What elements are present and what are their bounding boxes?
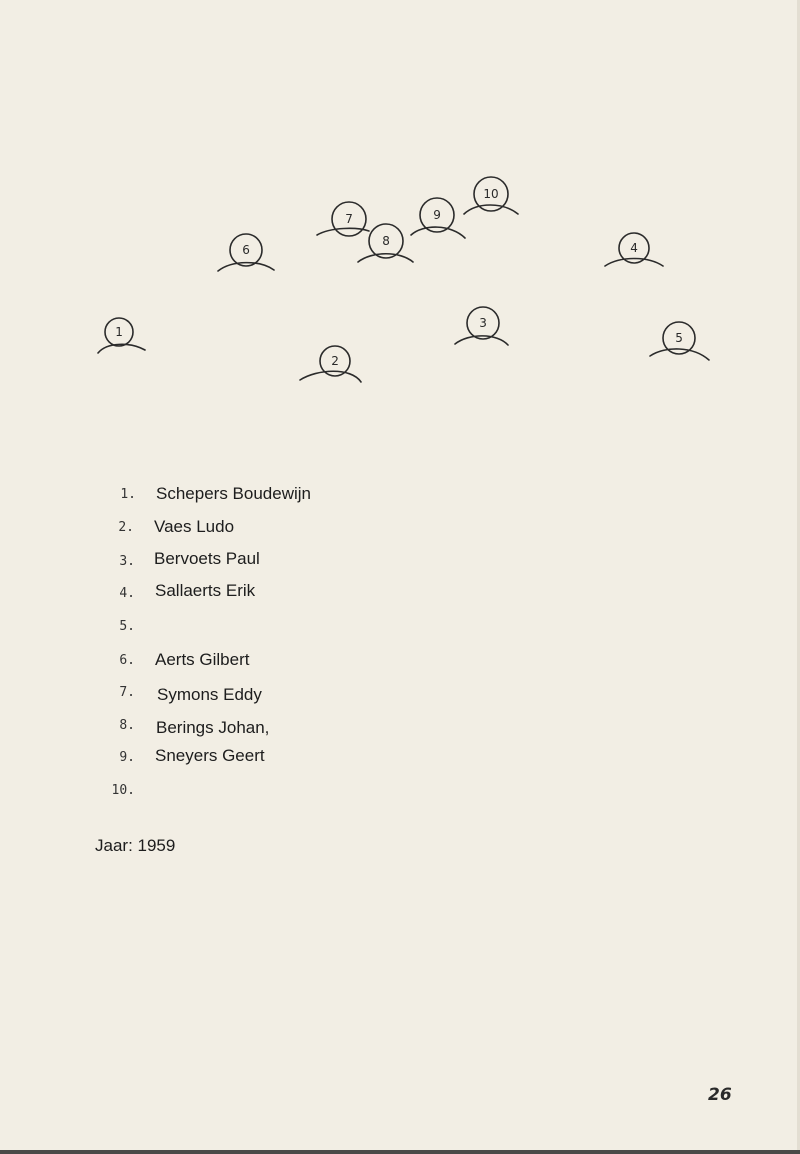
person-name: Sneyers Geert: [155, 746, 265, 765]
person-name: Bervoets Paul: [154, 549, 260, 568]
position-marker-10: [464, 177, 518, 214]
list-item: [0, 549, 420, 573]
position-marker-3: [455, 307, 508, 345]
person-name: Vaes Ludo: [154, 517, 235, 536]
person-name: Aerts Gilbert: [155, 650, 250, 669]
list-item: [0, 484, 420, 508]
list-number: 10.: [111, 783, 135, 798]
position-marker-4: [605, 233, 663, 266]
position-number: 10: [483, 187, 499, 201]
position-marker-1: [98, 318, 145, 353]
position-number: 5: [675, 331, 683, 345]
list-number: 1.: [120, 487, 136, 502]
position-marker-9: [411, 198, 465, 238]
position-number: 8: [382, 234, 390, 248]
list-number: 7.: [119, 685, 135, 700]
person-name: Schepers Boudewijn: [156, 484, 311, 503]
page-edge-bottom: [0, 1150, 800, 1154]
list-item: [0, 517, 420, 541]
list-number: 9.: [119, 750, 135, 765]
list-number: 2.: [118, 520, 134, 535]
group-position-diagram: [0, 0, 800, 420]
position-marker-6: [218, 234, 274, 271]
list-number: 5.: [119, 619, 135, 634]
position-marker-2: [300, 346, 361, 382]
position-marker-5: [650, 322, 709, 360]
list-item: [0, 650, 420, 674]
person-name: Berings Johan,: [156, 718, 270, 737]
position-number: 2: [331, 354, 339, 368]
list-item: [0, 581, 420, 605]
list-number: 8.: [119, 718, 135, 733]
position-number: 6: [242, 243, 250, 257]
year-label: Jaar: 1959: [95, 836, 176, 855]
person-name: Sallaerts Erik: [155, 581, 256, 600]
position-number: 7: [345, 212, 353, 226]
list-item: [0, 685, 420, 709]
list-item: [0, 746, 420, 770]
list-item: [0, 782, 420, 806]
position-number: 4: [630, 241, 638, 255]
position-marker-7: [317, 202, 369, 236]
page-number: 26: [708, 1085, 732, 1105]
list-number: 6.: [119, 653, 135, 668]
position-number: 1: [115, 325, 123, 339]
position-number: 3: [479, 316, 487, 330]
list-item: [0, 616, 420, 640]
list-item: [0, 718, 420, 742]
position-number: 9: [433, 208, 441, 222]
list-number: 3.: [119, 554, 135, 569]
person-name: Symons Eddy: [157, 685, 262, 704]
list-number: 4.: [119, 586, 135, 601]
